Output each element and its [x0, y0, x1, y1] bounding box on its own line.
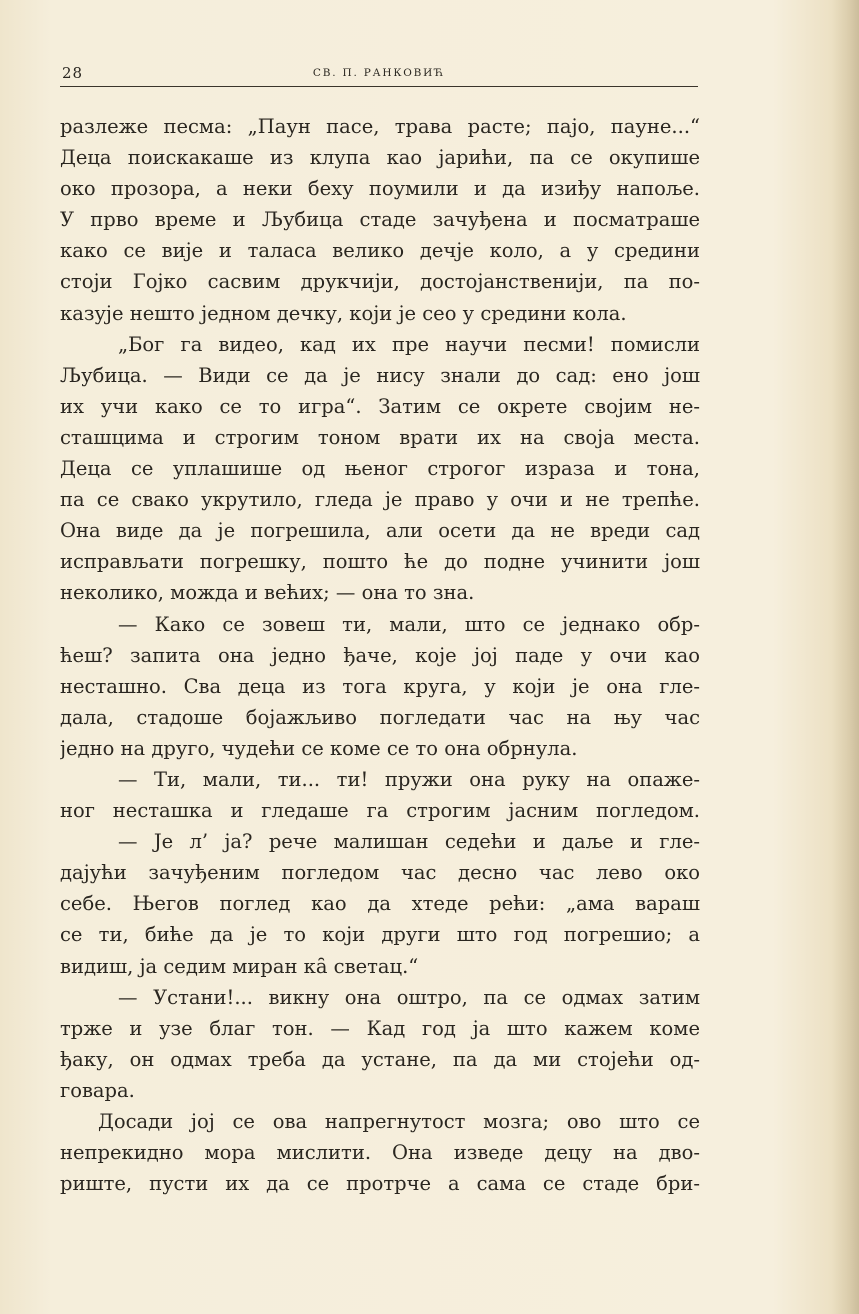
- text-line: дала, стадоше бојажљиво погледати час на њу час: [60, 705, 700, 729]
- body-text: [60, 111, 700, 1199]
- text-line: У прво време и Љубица стаде зачуђена и посматраше: [60, 208, 700, 232]
- text-line: једно на друго, чудећи се коме се то она обрнула.: [60, 736, 578, 760]
- text-line: непрекидно мора мислити. Она изведе децу на дво-: [60, 1141, 700, 1165]
- text-line: их учи како се то игра“. Затим се окрете својим не-: [60, 394, 700, 418]
- text-line: Она виде да је погрешила, али осети да не вреди сад: [60, 519, 700, 543]
- running-head: СВ. П. РАНКОВИЋ: [312, 67, 446, 79]
- text-line: дајући зачуђеним погледом час десно час лево око: [60, 861, 700, 885]
- text-line: — Устани!... викну она оштро, па се одмах затим: [118, 985, 700, 1009]
- text-line: се ти, биће да је то који други што год погрешио; а: [60, 923, 700, 947]
- text-line: риште, пусти их да се протрче а сама се стаде бри-: [60, 1172, 700, 1196]
- page-header: [60, 62, 698, 87]
- text-line: „Бог га видео, кад их пре научи песми! помисли: [118, 332, 700, 356]
- text-line: видиш, ја седим миран ка̑ светац.“: [60, 954, 419, 978]
- text-line: ног несташка и гледаше га строгим јасним погледом.: [60, 799, 700, 823]
- text-line: Љубица. — Види се да је нису знали до сад: ено још: [60, 363, 700, 387]
- text-line: Досади јој се ова напрегнутост мозга; ово што се: [98, 1110, 700, 1133]
- text-line: несташно. Сва деца из тога круга, у који је она гле-: [60, 674, 700, 698]
- text-line: казује нешто једном дечку, који је сео у средини кола.: [60, 301, 627, 325]
- text-line: око прозора, а неки беху поумили и да изиђу напоље.: [60, 177, 700, 201]
- text-line: исправљати погрешку, пошто ће до подне учинити још: [60, 550, 700, 574]
- text-line: сташцима и строгим тоном врати их на своја места.: [60, 425, 700, 449]
- text-line: ћеш? запита она једно ђаче, које јој паде у очи као: [60, 643, 700, 667]
- page-edge-shadow: [831, 0, 859, 1314]
- text-line: стоји Гојко сасвим друкчији, достојанственији, па по-: [60, 270, 700, 294]
- text-line: — Ти, мали, ти... ти! пружи она руку на опаже-: [118, 767, 700, 791]
- text-line: разлеже песма: „Паун пасе, трава расте; пајо, пауне...“: [60, 115, 700, 138]
- text-line: Деца се уплашише од њеног строгог израза и тона,: [60, 457, 700, 481]
- text-line: како се вије и таласа велико дечје коло, а у средини: [60, 239, 700, 263]
- text-line: говара.: [60, 1078, 135, 1102]
- text-line: па се свако укрутило, гледа је право у очи и не трепће.: [60, 488, 700, 512]
- text-line: — Како се зовеш ти, мали, што се једнако обр-: [118, 612, 700, 636]
- text-line: ђаку, он одмах треба да устане, па да ми стојећи од-: [60, 1047, 700, 1071]
- text-line: — Је л’ ја? рече малишан седећи и даље и гле-: [118, 830, 700, 854]
- text-line: трже и узе благ тон. — Кад год ја што кажем коме: [60, 1016, 700, 1040]
- text-line: Деца поискакаше из клупа као јарићи, па се окупише: [60, 146, 700, 170]
- page-number: 28: [62, 64, 84, 82]
- text-line: неколико, можда и већих; — она то зна.: [60, 581, 475, 605]
- text-line: себе. Његов поглед као да хтеде рећи: „ама вараш: [60, 892, 700, 916]
